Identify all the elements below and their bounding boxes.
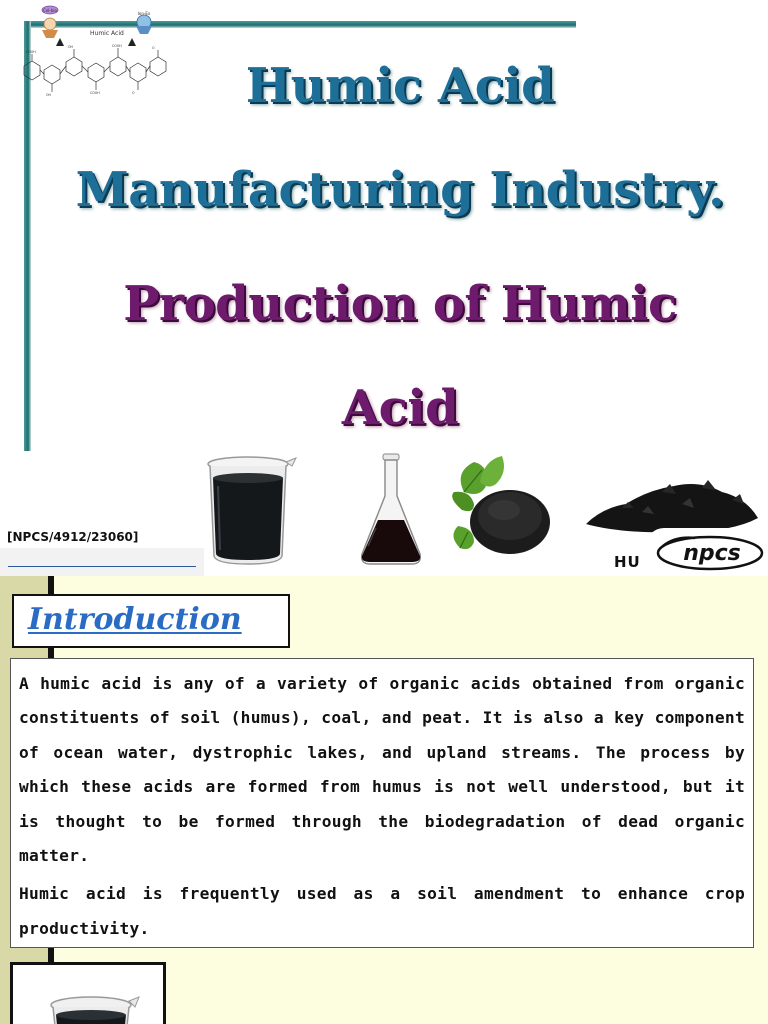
introduction-paragraph-1: A humic acid is any of a variety of organic acids obtained from organic constituents of soil (humus), coal, and peat. It is also a key component of ocean water, dystrophic lakes, and upland streams. The process by which these acids are formed from humus is not well understood, but it is thought to be formed through the biodegradation of dead organic matter. xyxy=(19,674,745,866)
svg-text:OH: OH xyxy=(68,45,73,49)
title-line-1: Humic Acid xyxy=(245,58,555,114)
beaker-thumbnail-image xyxy=(13,965,163,1024)
logo-brand-text: npcs xyxy=(683,541,741,566)
code-label-box xyxy=(0,548,204,576)
logo-prefix: HU xyxy=(614,553,641,571)
introduction-slide xyxy=(0,576,768,1024)
humic-powder-leaves-image xyxy=(444,452,562,564)
svg-text:OH: OH xyxy=(46,93,51,97)
diagram-label: Humic Acid xyxy=(90,30,124,37)
introduction-heading-box xyxy=(12,594,290,648)
npcs-logo xyxy=(655,534,765,572)
diagram-badge-text: Cel-bio xyxy=(43,8,57,13)
title-line-4: Acid xyxy=(341,380,459,436)
title-line-3: Production of Humic xyxy=(123,276,677,332)
introduction-heading: Introduction xyxy=(28,602,242,637)
code-underline xyxy=(8,566,196,567)
flask-image xyxy=(356,450,426,570)
svg-text:COOH: COOH xyxy=(26,50,36,54)
beaker-thumbnail-box xyxy=(10,962,166,1024)
beaker-image xyxy=(196,452,300,568)
title-line-2: Manufacturing Industry. xyxy=(75,162,725,218)
svg-text:O: O xyxy=(152,46,155,50)
humic-acid-structure-image xyxy=(4,4,172,124)
introduction-paragraph-2: Humic acid is frequently used as a soil amendment to enhance crop productivity. xyxy=(19,884,745,938)
diagram-badge-text-2: Ion-Ex xyxy=(137,11,151,16)
svg-text:COOH: COOH xyxy=(112,44,122,48)
svg-text:O: O xyxy=(132,91,135,95)
svg-text:COOH: COOH xyxy=(90,91,100,95)
introduction-text-box xyxy=(10,658,754,948)
project-code: [NPCS/4912/23060] xyxy=(7,530,139,544)
